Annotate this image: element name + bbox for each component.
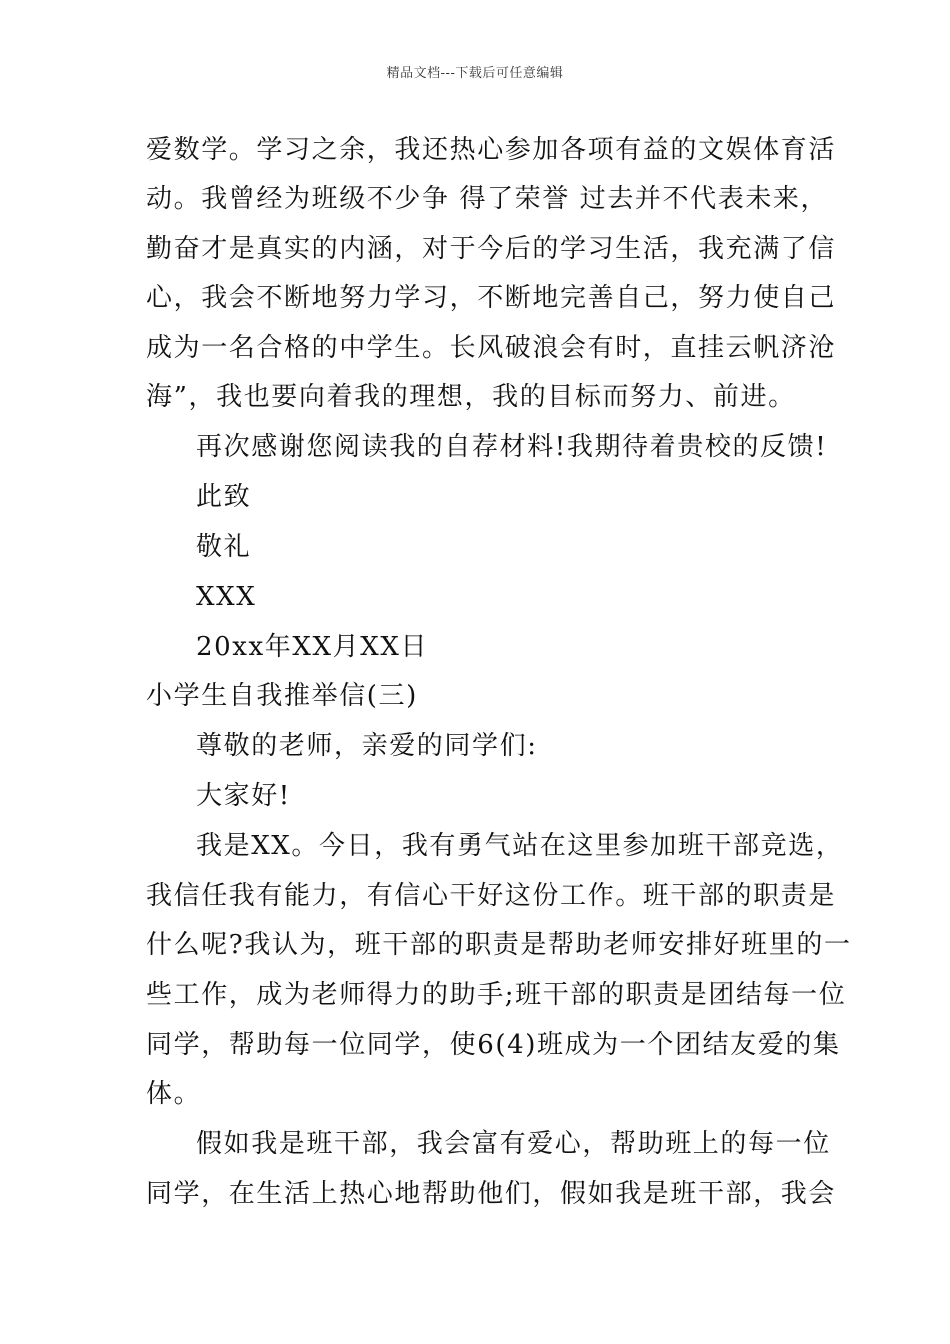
text-line: 同学，在生活上热心地帮助他们，假如我是班干部，我会	[146, 1179, 837, 1209]
text-line: 假如我是班干部，我会富有爱心，帮助班上的每一位	[196, 1129, 831, 1159]
greeting-line: 大家好!	[196, 781, 291, 811]
text-line: 我是XX。今日，我有勇气站在这里参加班干部竞选，	[196, 831, 844, 861]
text-line: 同学，帮助每一位同学，使6(4)班成为一个团结友爱的集	[146, 1030, 841, 1060]
text-line: 什么呢?我认为，班干部的职责是帮助老师安排好班里的一	[146, 930, 852, 960]
text-line: 爱数学。学习之余，我还热心参加各项有益的文娱体育活	[146, 135, 837, 165]
text-line: 体。	[146, 1079, 202, 1109]
text-line: 成为一名合格的中学生。长风破浪会有时，直挂云帆济沧	[146, 333, 837, 363]
salutation-line: 敬礼	[196, 532, 252, 562]
text-line: 我信任我有能力，有信心干好这份工作。班干部的职责是	[146, 881, 837, 911]
text-line: 动。我曾经为班级不少争 得了荣誉 过去并不代表未来，	[146, 184, 829, 214]
date-line: 20xx年XX月XX日	[196, 632, 429, 662]
thanks-line: 再次感谢您阅读我的自荐材料!我期待着贵校的反馈!	[196, 432, 828, 462]
signature-line: XXX	[196, 582, 257, 612]
text-line: 海”，我也要向着我的理想，我的目标而努力、前进。	[146, 382, 796, 412]
text-line: 心，我会不断地努力学习，不断地完善自己，努力使自己	[146, 283, 837, 313]
closing-line: 此致	[196, 482, 252, 512]
text-line: 些工作，成为老师得力的助手;班干部的职责是团结每一位	[146, 980, 847, 1010]
text-line: 勤奋才是真实的内涵，对于今后的学习生活，我充满了信	[146, 234, 837, 264]
page-header: 精品文档---下载后可任意编辑	[386, 66, 564, 81]
section-title: 小学生自我推举信(三)	[146, 681, 418, 711]
greeting-line: 尊敬的老师，亲爱的同学们:	[196, 731, 538, 761]
